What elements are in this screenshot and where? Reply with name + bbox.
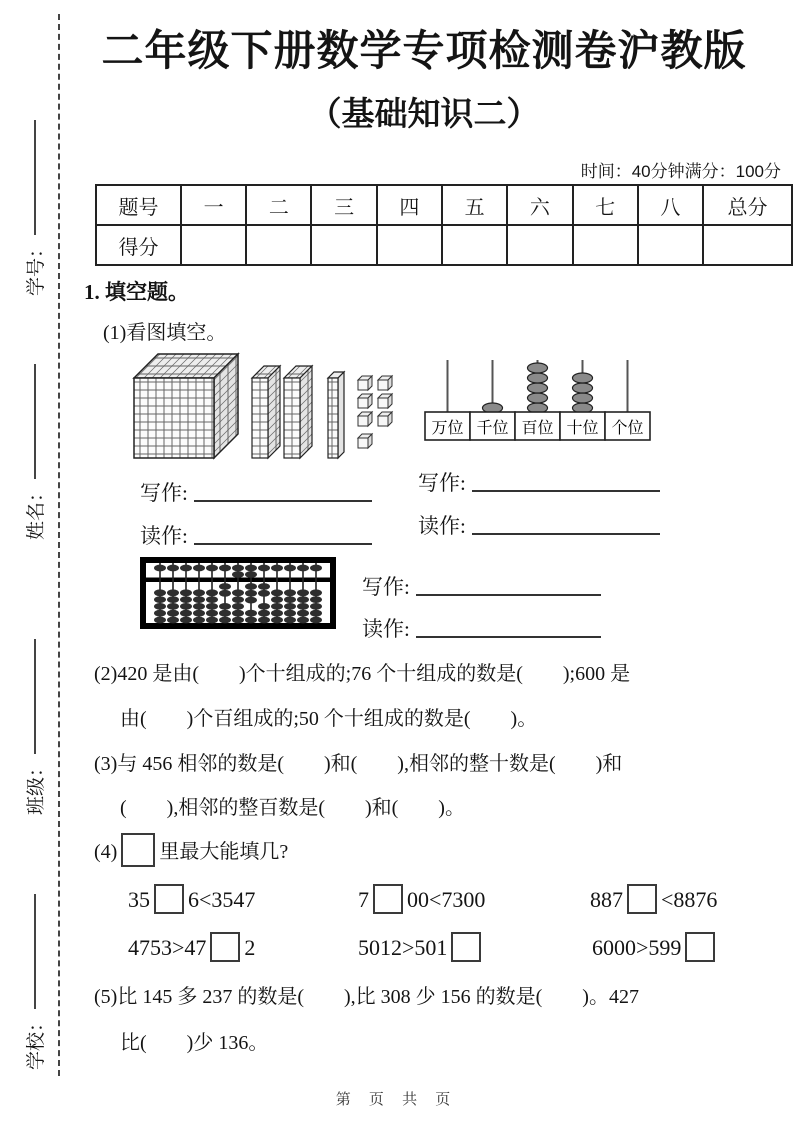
q1-label: (1)看图填空。: [103, 322, 227, 344]
hundred-flat: [284, 366, 312, 458]
q5-line2: 比( )少 136。: [120, 1032, 269, 1054]
class-label: 班级：: [25, 757, 47, 815]
q2-line1: (2)420 是由( )个十组成的;76 个十组成的数是( );600 是: [94, 663, 631, 685]
score-header-cell: 四: [377, 185, 442, 225]
score-cell: [442, 225, 507, 265]
q2-line2: 由( )个百组成的;50 个十组成的数是( )。: [120, 708, 538, 730]
place-value-beads: [448, 360, 628, 413]
q4-expression: 7 00<7300: [358, 884, 485, 914]
answer-line: [416, 593, 601, 596]
student-name-blank-line: [33, 364, 36, 479]
class-blank-line: [33, 639, 36, 754]
student-id-blank-line: [33, 120, 36, 235]
q5-line1: (5)比 145 多 237 的数是( ),比 308 少 156 的数是( )。427: [94, 986, 639, 1008]
write-as-field: [418, 467, 660, 497]
place-value-boxes: [425, 412, 650, 440]
score-cell: [311, 225, 376, 265]
read-as-label: 读作:: [362, 617, 410, 641]
school-field: [21, 850, 47, 1070]
write-as-field: [362, 571, 601, 601]
score-header-cell: 一: [181, 185, 246, 225]
score-table: [95, 184, 793, 266]
write-as-label: 写作:: [418, 471, 466, 495]
answer-line: [194, 499, 372, 502]
score-header-cell: 三: [311, 185, 376, 225]
score-cell: [377, 225, 442, 265]
score-cell: [507, 225, 572, 265]
suanpan-figure: [140, 557, 336, 629]
read-as-label: 读作:: [140, 524, 188, 548]
score-cell: [638, 225, 703, 265]
thousand-cube: [134, 354, 238, 458]
answer-line: [472, 532, 660, 535]
score-cell: [181, 225, 246, 265]
score-table-header-row: [96, 185, 792, 225]
q4-expression: 5012>501: [358, 932, 485, 962]
score-cell: [573, 225, 638, 265]
place-label-shi: 十位: [566, 420, 599, 437]
q4-prompt-post: 里最大能填几?: [159, 841, 289, 863]
score-header-cell: 六: [507, 185, 572, 225]
q4-expression: 6000>599: [592, 932, 719, 962]
write-as-label: 写作:: [362, 575, 410, 599]
exam-subtitle: （基础知识二）: [308, 95, 540, 132]
score-header-cell: 题号: [96, 185, 181, 225]
answer-box: [154, 884, 184, 914]
place-label-ge: 个位: [611, 420, 644, 437]
write-as-label: 写作:: [140, 481, 188, 505]
answer-box: [210, 932, 240, 962]
page-footer: 第 页 共 页: [335, 1091, 458, 1108]
ten-rod: [328, 372, 344, 458]
place-value-abacus-figure: [420, 356, 655, 444]
q4-prompt-pre: (4): [94, 841, 118, 863]
score-header-cell: 总分: [703, 185, 792, 225]
read-as-label: 读作:: [418, 514, 466, 538]
time-limit-note: 时间：40分钟满分：100分: [580, 162, 781, 181]
answer-box: [121, 833, 155, 867]
q4-expression: 4753>47 2: [128, 932, 255, 962]
q4-prompt: [94, 833, 288, 867]
read-as-field: [418, 510, 660, 540]
answer-box: [451, 932, 481, 962]
score-header-cell: 八: [638, 185, 703, 225]
answer-box: [373, 884, 403, 914]
place-label-wan: 万位: [431, 420, 464, 437]
hundred-flat: [252, 366, 280, 458]
answer-line: [472, 489, 660, 492]
q4-expression: 887 <8876: [590, 884, 717, 914]
score-header-cell: 七: [573, 185, 638, 225]
class-field: [21, 595, 47, 815]
place-label-qian: 千位: [476, 420, 509, 437]
score-cell: [246, 225, 311, 265]
seal-dashed-line: [58, 14, 60, 1076]
student-id-label: 学号：: [25, 238, 47, 296]
read-as-field: [140, 520, 372, 550]
base-ten-blocks-figure: [132, 350, 394, 462]
score-table-score-row: [96, 225, 792, 265]
answer-box: [627, 884, 657, 914]
student-name-label: 姓名：: [25, 482, 47, 540]
read-as-field: [362, 613, 601, 643]
school-label: 学校：: [25, 1012, 47, 1070]
answer-line: [194, 542, 372, 545]
write-as-field: [140, 477, 372, 507]
score-cell: [703, 225, 792, 265]
school-blank-line: [33, 894, 36, 1009]
score-row-label: 得分: [96, 225, 181, 265]
answer-box: [685, 932, 715, 962]
score-header-cell: 二: [246, 185, 311, 225]
place-label-bai: 百位: [521, 420, 554, 437]
exam-title: 二年级下册数学专项检测卷沪教版: [101, 27, 747, 74]
section-heading: 1. 填空题。: [84, 280, 189, 304]
student-id-field: [21, 76, 47, 296]
q4-expression: 35 6<3547: [128, 884, 255, 914]
q3-line2: ( ),相邻的整百数是( )和( )。: [120, 797, 465, 819]
answer-line: [416, 635, 601, 638]
q3-line1: (3)与 456 相邻的数是( )和( ),相邻的整十数是( )和: [94, 753, 623, 775]
score-header-cell: 五: [442, 185, 507, 225]
unit-cubes: [358, 376, 392, 448]
student-name-field: [21, 320, 47, 540]
